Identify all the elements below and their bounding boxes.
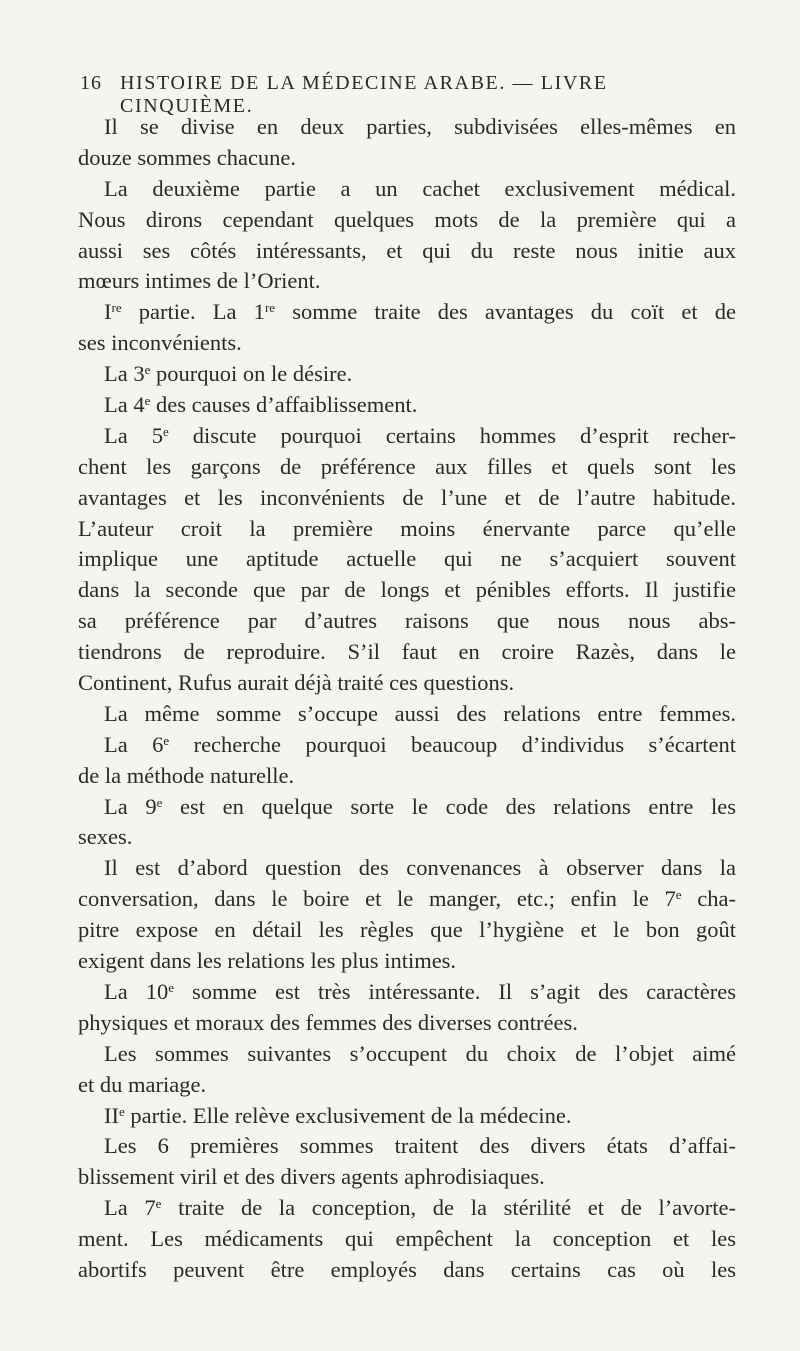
superscript: e: [155, 1196, 162, 1212]
text-line: [78, 792, 736, 823]
text-line: [78, 977, 736, 1008]
text-line: ses inconvénients.: [78, 330, 242, 356]
superscript: e: [156, 794, 163, 810]
page-header: [80, 72, 740, 117]
superscript: e: [163, 732, 170, 748]
superscript: re: [264, 300, 276, 316]
text-line: Les 6 premières sommes traitent des divers états d’affai-: [104, 1133, 736, 1159]
text-line: [78, 390, 736, 421]
text-line: exigent dans les relations les plus intimes.: [78, 948, 457, 974]
text-run: traite de la conception, de la stérilité et de l’avorte-: [161, 1195, 736, 1221]
text-run: La 10: [104, 978, 169, 1004]
text-line: Il est d’abord question des convenances à observer dans la: [104, 855, 736, 881]
text-line: blissement viril et des divers agents aphrodisiaques.: [78, 1164, 545, 1190]
body-text: [78, 112, 736, 1286]
text-line: tiendrons de reproduire. S’il faut en croire Razès, dans le: [78, 639, 736, 665]
text-line: L’auteur croit la première moins énervante parce qu’elle: [78, 515, 736, 541]
superscript: e: [163, 423, 169, 439]
text-line: [78, 1193, 736, 1224]
text-line: sa préférence par d’autres raisons que nous nous abs-: [78, 608, 736, 634]
text-line: [78, 297, 736, 328]
text-run: pourquoi on le désire.: [150, 361, 353, 387]
text-line: [78, 421, 736, 452]
text-line: chent les garçons de préférence aux filles et quels sont les: [78, 453, 736, 479]
superscript: e: [119, 1103, 125, 1119]
text-line: [78, 359, 736, 390]
text-run: La 9: [104, 793, 157, 819]
text-line: Les sommes suivantes s’occupent du choix de l’objet aimé: [104, 1040, 736, 1066]
text-run: recherche pourquoi beaucoup d’individus s’écartent: [169, 731, 736, 757]
text-line: Nous dirons cependant quelques mots de la première qui a: [78, 206, 736, 232]
text-line: de la méthode naturelle.: [78, 762, 295, 788]
text-line: abortifs peuvent être employés dans certains cas où les: [78, 1256, 736, 1282]
text-run: discute pourquoi certains hommes d’esprit recher-: [168, 422, 736, 448]
text-line: sexes.: [78, 824, 133, 850]
text-run: somme traite des avantages du coït et de: [275, 299, 736, 325]
text-line: douze sommes chacune.: [78, 144, 297, 170]
text-run: I: [104, 299, 112, 325]
text-run: conversation, dans le boire et le manger, etc.; enfin le 7: [78, 886, 676, 912]
text-run: La 4: [104, 392, 145, 418]
text-line: pitre expose en détail les règles que l’hygiène et le bon goût: [78, 917, 736, 943]
text-run: La 3: [104, 361, 145, 387]
text-run: cha-: [681, 886, 736, 912]
text-line: La même somme s’occupe aussi des relations entre femmes.: [104, 700, 736, 726]
text-run: II: [104, 1102, 119, 1128]
superscript: e: [168, 979, 175, 995]
text-line: Continent, Rufus aurait déjà traité ces questions.: [78, 670, 515, 696]
text-line: [78, 730, 736, 761]
text-line: [78, 884, 736, 915]
text-line: La deuxième partie a un cachet exclusivement médical.: [104, 175, 736, 201]
text-line: implique une aptitude actuelle qui ne s’acquiert souvent: [78, 546, 736, 572]
text-run: des causes d’affaiblissement.: [150, 392, 418, 418]
text-run: partie. Elle relève exclusivement de la médecine.: [124, 1102, 572, 1128]
text-line: et du mariage.: [78, 1071, 207, 1097]
text-run: est en quelque sorte le code des relations entre les: [162, 793, 736, 819]
text-line: ment. Les médicaments qui empêchent la conception et les: [78, 1226, 736, 1252]
text-line: avantages et les inconvénients de l’une et de l’autre habitude.: [78, 484, 736, 510]
text-line: dans la seconde que par de longs et pénibles efforts. Il justifie: [78, 577, 736, 603]
text-run: La 5: [104, 422, 163, 448]
superscript: e: [144, 362, 151, 378]
superscript: re: [111, 300, 122, 316]
text-line: [78, 1101, 736, 1132]
text-run: partie. La 1: [121, 299, 265, 325]
running-head: HISTOIRE DE LA MÉDECINE ARABE. — LIVRE CINQUIÈME.: [120, 72, 608, 117]
text-run: La 6: [104, 731, 164, 757]
text-run: somme est très intéressante. Il s’agit des caractères: [174, 978, 736, 1004]
text-line: mœurs intimes de l’Orient.: [78, 268, 321, 294]
superscript: e: [675, 887, 682, 903]
text-run: La 7: [104, 1195, 156, 1221]
page-number: 16: [80, 72, 102, 94]
superscript: e: [144, 393, 151, 409]
text-line: aussi ses côtés intéressants, et qui du reste nous initie aux: [78, 237, 736, 263]
text-line: Il se divise en deux parties, subdivisées elles-mêmes en: [104, 114, 736, 139]
text-line: physiques et moraux des femmes des diverses contrées.: [78, 1009, 578, 1035]
